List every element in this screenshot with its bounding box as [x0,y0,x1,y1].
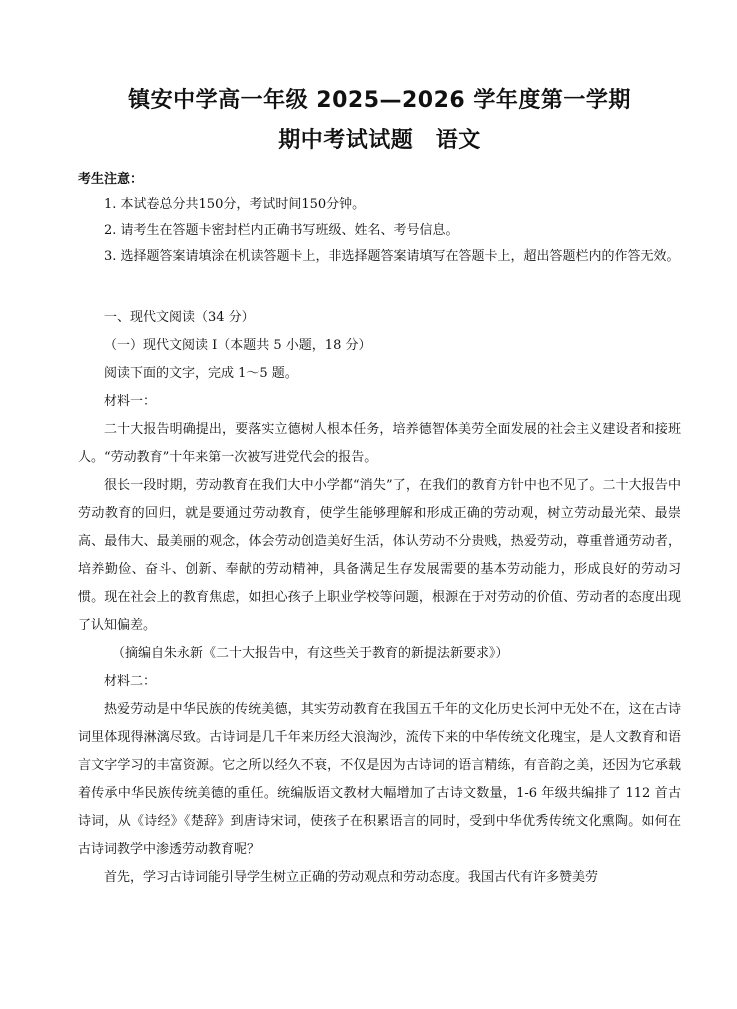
exam-subtitle: 期中考试试题 语文 [278,128,481,153]
section-instruction: 阅读下面的文字，完成 1～5 题。 [104,366,298,381]
notice-heading: 考生注意： [78,172,144,187]
exam-title: 镇安中学高一年级 2025—2026 学年度第一学期 [128,88,631,113]
notice-block [78,168,681,270]
section-title: 一、现代文阅读（34 分） [104,310,255,325]
spacer [78,270,681,304]
notice-item-2: 2. 请考生在答题卡密封栏内正确书写班级、姓名、考号信息。 [104,223,459,238]
notice-item-3: 3. 选择题答案请填涂在机读答题卡上，非选择题答案请填写在答题卡上，超出答题栏内的作答无效。 [104,249,680,264]
material-2-paragraph: 首先，学习古诗词能引导学生树立正确的劳动观点和劳动态度。我国古代有许多赞美劳 [104,870,599,885]
material-1-paragraph: 二十大报告明确提出，要落实立德树人根本任务，培养德智体美劳全面发展的社会主义建设者和接班人。“劳动教育”十年来第一次被写进党代会的报告。 [78,422,681,465]
material-1-paragraph: 很长一段时期，劳动教育在我们大中小学都“消失”了，在我们的教育方针中也不见了。二十大报告中劳动教育的回归，就是要通过劳动教育，使学生能够理解和形成正确的劳动观，树立劳动最光荣、最崇高、最伟大、最美丽的观念，体会劳动创造美好生活，体认劳动不分贵贱，热爱劳动，尊重普通劳动者，培养勤俭、奋斗、创新、奉献的劳动精神，具备满足生存发展需要的基本劳动能力，形成良好的劳动习惯。现在社会上的教育焦虑，如担心孩子上职业学校等问题，根源在于对劳动的价值、劳动者的态度出现了认知偏差。 [78,478,681,633]
material-2-paragraph: 热爱劳动是中华民族的传统美德，其实劳动教育在我国五千年的文化历史长河中无处不在，这在古诗词里体现得淋漓尽致。古诗词是几千年来历经大浪淘沙，流传下来的中华传统文化瑰宝，是人文教育和语言文字学习的丰富资源。它之所以经久不衰，不仅是因为古诗词的语言精练，有音韵之美，还因为它承载着传承中华民族传统美德的重任。统编版语文教材大幅增加了古诗文数量，1-6 年级共编排了 112 首古诗词，从《诗经》《楚辞》到唐诗宋词，使孩子在积累语言的同时，受到中华优秀传统文化熏陶。如何在古诗词教学中渗透劳动教育呢？ [78,702,681,857]
reading-section [78,304,681,892]
section-subtitle: （一）现代文阅读 I（本题共 5 小题，18 分） [104,338,372,353]
material-1-source: （摘编自朱永新《二十大报告中，有这些关于教育的新提法新要求》） [112,646,509,661]
notice-item-1: 1. 本试卷总分共150分，考试时间150分钟。 [104,197,366,212]
material-2-label: 材料二： [104,674,157,689]
material-1-label: 材料一： [104,394,157,409]
